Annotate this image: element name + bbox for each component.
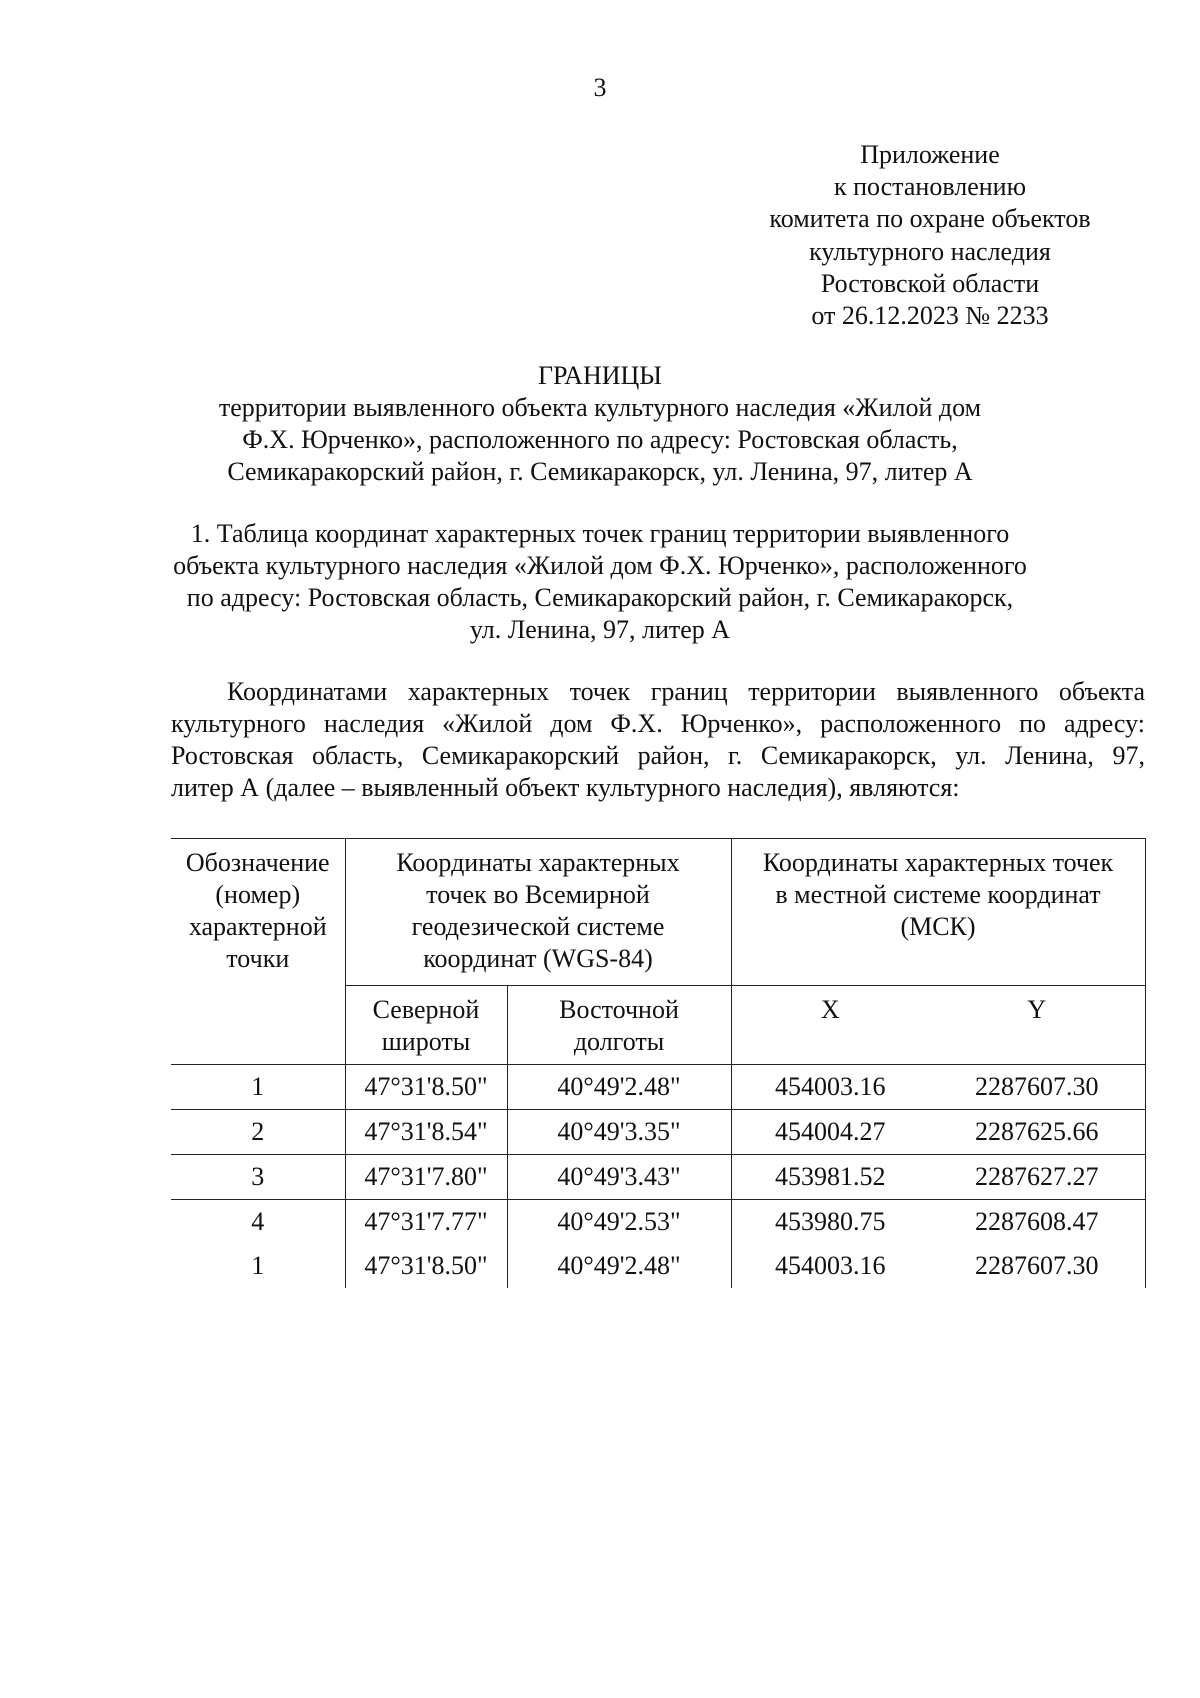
- appendix-line: культурного наследия: [809, 236, 1051, 266]
- cell-x: 453980.75: [731, 1200, 929, 1245]
- cell-latitude: 47°31'7.80": [345, 1155, 507, 1200]
- table-row: [171, 1155, 1145, 1200]
- table-title: [0, 518, 1200, 646]
- cell-point: 4: [171, 1200, 345, 1245]
- header-wgs84: Координаты характерных точек во Всемирной геодезической системе координат (WGS-84): [345, 839, 731, 986]
- cell-longitude: 40°49'3.43": [507, 1155, 731, 1200]
- coordinates-table: [171, 838, 1146, 1288]
- cell-point: 1: [251, 1251, 265, 1280]
- appendix-line: комитета по охране объектов: [769, 204, 1091, 234]
- cell-point: 1: [171, 1065, 345, 1110]
- table-row: [171, 1244, 1145, 1288]
- cell-longitude: 40°49'2.48": [507, 1244, 731, 1288]
- cell-point: 2: [171, 1110, 345, 1155]
- table-title-line: 1. Таблица координат характерных точек границ территории выявленного: [190, 519, 1010, 548]
- paragraph-line: культурного наследия «Жилой дом Ф.Х. Юрченко», расположенного по адресу:: [171, 709, 1145, 738]
- appendix-line: от 26.12.2023 № 2233: [811, 301, 1049, 331]
- cell-x: 453981.52: [731, 1155, 929, 1200]
- header-point-designation: Обозначение (номер) характерной точки: [171, 839, 345, 1065]
- cell-y: 2287625.66: [929, 1110, 1145, 1155]
- paragraph-line: Координатами характерных точек границ территории выявленного объекта: [227, 677, 1145, 706]
- paragraph-line: литер А (далее – выявленный объект культурного наследия), являются:: [171, 773, 960, 802]
- cell-longitude: 40°49'3.35": [507, 1110, 731, 1155]
- table-row: [171, 1200, 1145, 1245]
- cell-y: 2287607.30: [929, 1244, 1145, 1288]
- heading-title: ГРАНИЦЫ: [538, 361, 662, 390]
- cell-x: 454003.16: [731, 1065, 929, 1110]
- cell-latitude: 47°31'8.50": [345, 1065, 507, 1110]
- cell-latitude: 47°31'8.50": [345, 1244, 507, 1288]
- appendix-line: Ростовской области: [820, 268, 1040, 298]
- cell-y: 2287627.27: [929, 1155, 1145, 1200]
- table-row: [171, 1110, 1145, 1155]
- cell-y: 2287608.47: [929, 1200, 1145, 1245]
- cell-latitude: 47°31'7.77": [345, 1200, 507, 1245]
- heading-line: Семикаракорский район, г. Семикаракорск, ул. Ленина, 97, литер А: [227, 457, 973, 486]
- cell-latitude: 47°31'8.54": [345, 1110, 507, 1155]
- paragraph-line: Ростовская область, Семикаракорский район, г. Семикаракорск, ул. Ленина, 97,: [171, 741, 1145, 770]
- cell-longitude: 40°49'2.53": [507, 1200, 731, 1245]
- table-row: [171, 1065, 1145, 1110]
- appendix-line: к постановлению: [833, 172, 1027, 202]
- heading-line: территории выявленного объекта культурного наследия «Жилой дом: [218, 393, 982, 422]
- appendix-block: [750, 139, 1110, 332]
- table-title-line: по адресу: Ростовская область, Семикаракорский район, г. Семикаракорск,: [186, 583, 1014, 612]
- header-north-latitude: Северной широты: [345, 986, 507, 1065]
- cell-y: 2287607.30: [929, 1065, 1145, 1110]
- cell-point: 3: [171, 1155, 345, 1200]
- appendix-line: Приложение: [860, 140, 1000, 169]
- header-y: Y: [929, 986, 1145, 1065]
- header-x: X: [731, 986, 929, 1065]
- cell-x: 454003.16: [731, 1244, 929, 1288]
- heading-line: Ф.Х. Юрченко», расположенного по адресу: Ростовская область,: [242, 425, 958, 454]
- intro-paragraph: [171, 676, 1145, 804]
- table-title-line: объекта культурного наследия «Жилой дом Ф.Х. Юрченко», расположенного: [173, 551, 1027, 580]
- cell-x: 454004.27: [731, 1110, 929, 1155]
- document-heading: [0, 360, 1200, 488]
- header-east-longitude: Восточной долготы: [507, 986, 731, 1065]
- header-msk: Координаты характерных точек в местной системе координат (МСК): [731, 839, 1145, 986]
- page-number: 3: [593, 73, 607, 102]
- cell-longitude: 40°49'2.48": [507, 1065, 731, 1110]
- table-title-line: ул. Ленина, 97, литер А: [469, 615, 731, 644]
